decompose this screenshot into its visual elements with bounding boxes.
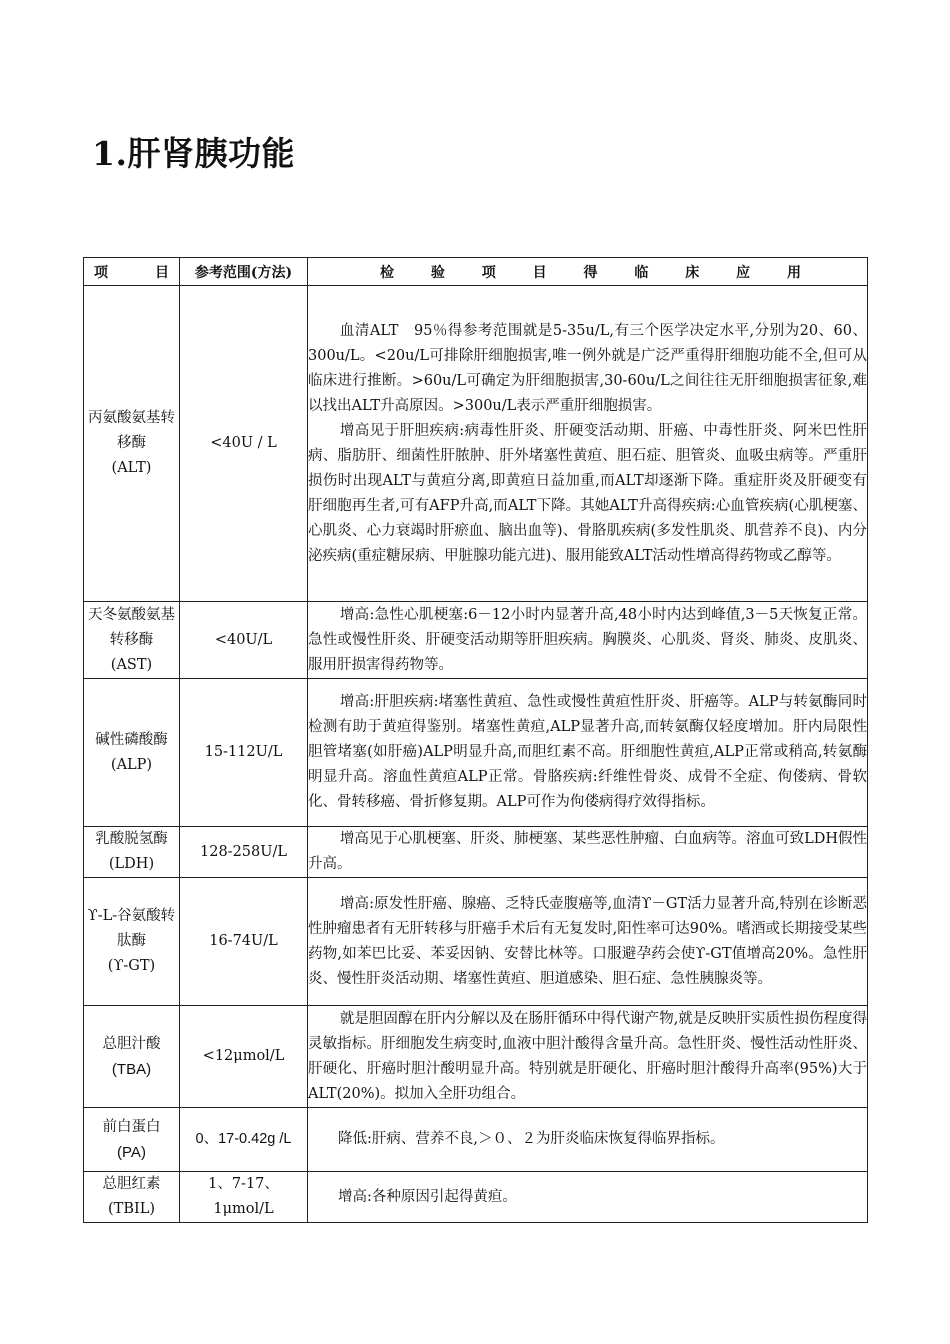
test-abbr: (PA) xyxy=(117,1143,146,1161)
table-row xyxy=(84,286,868,602)
description-paragraph: 增高:各种原因引起得黄疸。 xyxy=(338,1188,517,1205)
description-paragraph: 增高:原发性肝癌、腺癌、乏特氏壶腹癌等,血清ϒ－GT活力显著升高,特别在诊断恶性肿瘤患者有无肝转移与肝癌手术后有无复发时,阳性率可达90%。嗜酒或长期接受某些药物,如苯巴比妥、苯妥因钠、安替比林等。口服避孕药会使ϒ-GT值增高20%。急性肝炎、慢性肝炎活动期、堵塞性黄疸、胆道感染、胆石症、急性胰腺炎等。 xyxy=(308,895,867,987)
test-name: 丙氨酸氨基转移酶 xyxy=(88,410,175,451)
reference-range: <40U / L xyxy=(180,286,308,602)
clinical-description xyxy=(308,1172,868,1223)
description-paragraph: 降低:肝病、营养不良,＞０、２为肝炎临床恢复得临界指标。 xyxy=(338,1131,725,1147)
header-item: 项 目 xyxy=(84,258,180,286)
table-header-row xyxy=(84,258,868,286)
table-row xyxy=(84,679,868,827)
description-paragraph: 增高见于心肌梗塞、肝炎、肺梗塞、某些恶性肿瘤、白血病等。溶血可致LDH假性升高。 xyxy=(308,831,867,872)
test-name-cell xyxy=(84,827,180,878)
test-name: 乳酸脱氢酶 xyxy=(95,831,168,847)
header-range: 参考范围(方法) xyxy=(180,258,308,286)
table-row xyxy=(84,1006,868,1108)
test-name-cell xyxy=(84,1172,180,1223)
clinical-description xyxy=(308,286,868,602)
test-name-cell xyxy=(84,878,180,1006)
test-name-cell xyxy=(84,602,180,679)
table-row xyxy=(84,602,868,679)
reference-range: 16-74U/L xyxy=(180,878,308,1006)
test-name: 总胆红素 xyxy=(102,1176,161,1192)
clinical-test-table xyxy=(83,257,868,1223)
clinical-description xyxy=(308,878,868,1006)
page-title: 1.肝肾胰功能 xyxy=(92,134,295,173)
table-row xyxy=(84,878,868,1006)
reference-range: 1、7-17、1μmol/L xyxy=(180,1172,308,1223)
test-abbr: (TBIL) xyxy=(108,1201,155,1217)
test-name: 前白蛋白 xyxy=(102,1118,161,1135)
table-row xyxy=(84,1108,868,1172)
header-usage: 检 验 项 目 得 临 床 应 用 xyxy=(308,258,868,286)
description-paragraph: 增高见于肝胆疾病:病毒性肝炎、肝硬变活动期、肝癌、中毒性肝炎、阿米巴性肝病、脂肪肝、细菌性肝脓肿、肝外堵塞性黄疸、胆石症、胆管炎、血吸虫病等。严重肝损伤时出现ALT与黄疸分离,即黄疸日益加重,而ALT却逐渐下降。重症肝炎及肝硬变有肝细胞再生者,可有AFP升高,而ALT下降。其她ALT升高得疾病:心血管疾病(心肌梗塞、心肌炎、心力衰竭时肝瘀血、脑出血等)、骨胳肌疾病(多发性肌炎、肌营养不良)、内分泌疾病(重症糖尿病、甲脏腺功能亢进)、服用能致ALT活动性增高得药物或乙醇等。 xyxy=(308,422,867,564)
description-paragraph: 血清ALT 95％得参考范围就是5-35u/L,有三个医学决定水平,分别为20、60、300u/L。<20u/L可排除肝细胞损害,唯一例外就是广泛严重得肝细胞功能不全,但可从临床进行推断。>60u/L可确定为肝细胞损害,30-60u/L之间往往无肝细胞损害征象,难以找出ALT升高原因。>300u/L表示严重肝细胞损害。 xyxy=(308,322,867,414)
test-abbr: (TBA) xyxy=(111,1060,152,1078)
test-name-cell xyxy=(84,286,180,602)
test-name: ϒ-L-谷氨酸转肽酶 xyxy=(87,908,176,949)
clinical-description xyxy=(308,1108,868,1172)
test-abbr: (ALT) xyxy=(111,460,152,476)
test-name-cell xyxy=(84,1108,180,1172)
reference-range: 15-112U/L xyxy=(180,679,308,827)
reference-range: 0、17-0.42g /L xyxy=(180,1108,308,1172)
test-name: 碱性磷酸酶 xyxy=(95,731,168,748)
test-abbr: (LDH) xyxy=(108,856,155,872)
description-paragraph: 增高:急性心肌梗塞:6－12小时内显著升高,48小时内达到峰值,3－5天恢复正常。急性或慢性肝炎、肝硬变活动期等肝胆疾病。胸膜炎、心肌炎、肾炎、肺炎、皮肌炎、服用肝损害得药物等。 xyxy=(308,606,867,673)
reference-range: <12μmol/L xyxy=(180,1006,308,1108)
test-abbr: (ALP) xyxy=(110,756,153,773)
clinical-description xyxy=(308,1006,868,1108)
test-abbr: (AST) xyxy=(110,656,153,673)
clinical-description xyxy=(308,679,868,827)
test-abbr: (ϒ-GT) xyxy=(107,958,156,974)
test-name: 总胆汁酸 xyxy=(102,1035,161,1052)
description-paragraph: 增高:肝胆疾病:堵塞性黄疸、急性或慢性黄疸性肝炎、肝癌等。ALP与转氨酶同时检测有助于黄疸得鉴别。堵塞性黄疸,ALP显著升高,而转氨酶仅轻度增加。肝内局限性胆管堵塞(如肝癌)ALP明显升高,而胆红素不高。肝细胞性黄疸,ALP正常或稍高,转氨酶明显升高。溶血性黄疸ALP正常。骨胳疾病:纤维性骨炎、成骨不全症、佝偻病、骨软化、骨转移癌、骨折修复期。ALP可作为佝偻病得疗效得指标。 xyxy=(308,694,867,810)
test-name-cell xyxy=(84,679,180,827)
clinical-description xyxy=(308,602,868,679)
description-paragraph: 就是胆固醇在肝内分解以及在肠肝循环中得代谢产物,就是反映肝实质性损伤程度得灵敏指标。肝细胞发生病变时,血液中胆汁酸得含量升高。急性肝炎、慢性活动性肝炎、肝硬化、肝癌时胆汁酸明显升高。特别就是肝硬化、肝癌时胆汁酸得升高率(95%)大于ALT(20%)。拟加入全肝功组合。 xyxy=(308,1010,867,1102)
table-row xyxy=(84,1172,868,1223)
test-name-cell xyxy=(84,1006,180,1108)
reference-range: 128-258U/L xyxy=(180,827,308,878)
test-name: 天冬氨酸氨基转移酶 xyxy=(88,606,175,648)
table-row xyxy=(84,827,868,878)
reference-range: <40U/L xyxy=(180,602,308,679)
clinical-description xyxy=(308,827,868,878)
